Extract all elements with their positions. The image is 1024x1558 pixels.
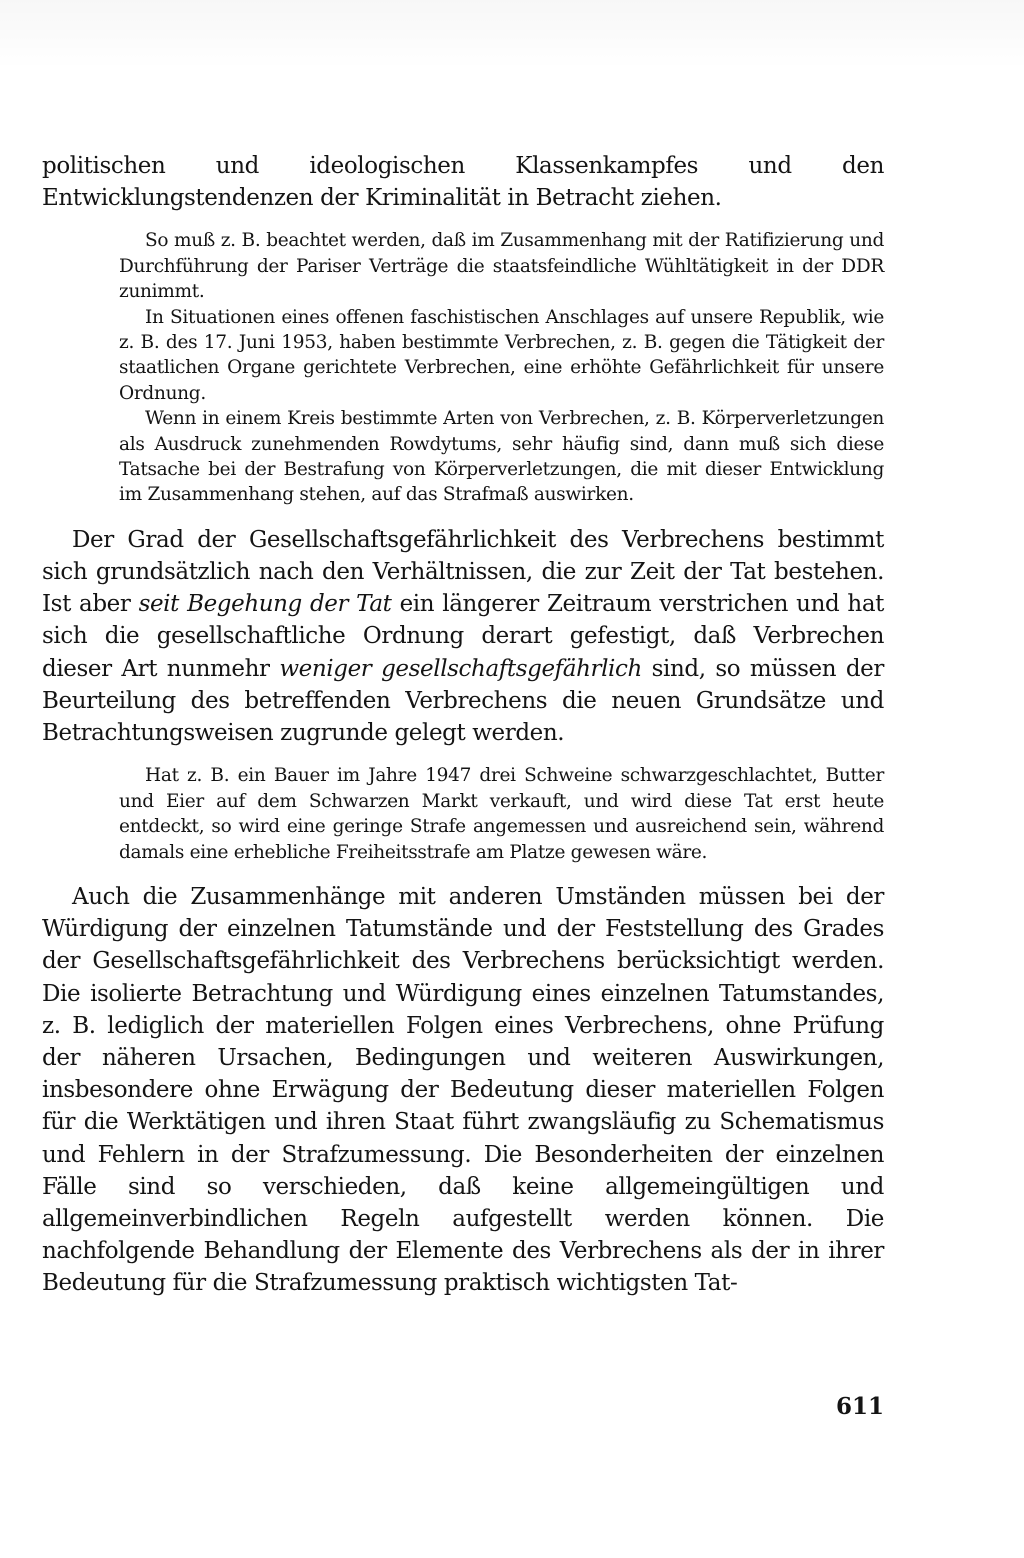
example-note-bauer-1947: Hat z. B. ein Bauer im Jahre 1947 drei Schweine schwarzgeschlachtet, Butter und Eier auf dem Schwarzen Markt verkauft, und wird diese Tat erst heute entdeckt, so wird eine geringe Strafe angemessen und ausreichend sein, während damals eine erhebliche Freiheitsstrafe am Platze gewesen wäre. <box>119 765 884 863</box>
example-notes-group-1 <box>42 228 884 507</box>
paragraph-gesellschaftsgefaehrlichkeit <box>42 524 884 749</box>
page-content <box>42 150 884 1300</box>
paragraph-text-part: sind, so müssen der Beurteilung des betreffenden Verbrechens die neuen Grundsätze und Betrachtungsweisen zugrunde gelegt werden. <box>42 655 884 747</box>
page-number: 611 <box>836 1393 885 1420</box>
emphasis-seit-begehung: seit Begehung der Tat <box>138 591 392 618</box>
example-notes-group-2 <box>42 763 884 865</box>
example-note-rowdytum: Wenn in einem Kreis bestimmte Arten von Verbrechen, z. B. Körperverletzungen als Ausdruck zunehmenden Rowdytums, sehr häufig sind, dann muß sich diese Tatsache bei der Bestrafung von Körperverletzungen, die mit dieser Entwicklung im Zusammenhang stehen, auf das Strafmaß auswirken. <box>119 408 884 506</box>
paragraph-continuation: politischen und ideologischen Klassenkampfes und den Entwicklungstendenzen der Kriminalität in Betracht ziehen. <box>42 153 884 212</box>
scan-edge-shadow <box>0 0 1024 70</box>
example-note-17-juni: In Situationen eines offenen faschistischen Anschlages auf unsere Republik, wie z. B. des 17. Juni 1953, haben bestimmte Verbrechen, z. B. gegen die Tätigkeit der staatlichen Organe gerichtete Verbrechen, eine erhöhte Gefährlichkeit für unsere Ordnung. <box>119 306 884 404</box>
emphasis-weniger-gefaehrlich: weniger gesellschaftsgefährlich <box>279 655 642 682</box>
paragraph-text-part: Der Grad der Gesellschaftsgefährlichkeit des Verbrechens bestimmt sich grundsätzlich nach den Verhältnissen, die zur Zeit der Tat bestehen. Ist aber <box>42 526 884 618</box>
paragraph-zusammenhaenge: Auch die Zusammenhänge mit anderen Umständen müssen bei der Würdigung der einzelnen Tatumstände und der Feststellung des Grades der Gesellschaftsgefährlichkeit des Verbrechens berücksichtigt werden. Die isolierte Betrachtung und Würdigung eines einzelnen Tatumstandes, z. B. lediglich der materiellen Folgen eines Verbrechens, ohne Prüfung der näheren Ursachen, Bedingungen und weiteren Auswirkungen, insbesondere ohne Erwägung der Bedeutung dieser materiellen Folgen für die Werktätigen und ihren Staat führt zwangsläufig zu Schematismus und Fehlern in der Strafzumessung. Die Besonderheiten der einzelnen Fälle sind so verschieden, daß keine allgemeingültigen und allgemeinverbindlichen Regeln aufgestellt werden können. Die nachfolgende Behandlung der Elemente des Verbrechens als der in ihrer Bedeutung für die Strafzumessung praktisch wichtigsten Tat- <box>42 883 884 1297</box>
example-note-pariser-vertraege: So muß z. B. beachtet werden, daß im Zusammenhang mit der Ratifizierung und Durchführung der Pariser Verträge die staatsfeindliche Wühltätigkeit in der DDR zunimmt. <box>119 230 884 303</box>
paragraph-text-part: ein längerer Zeitraum verstrichen und hat sich die gesellschaftliche Ordnung derart gefestigt, daß Verbrechen dieser Art nunmehr <box>42 591 884 682</box>
